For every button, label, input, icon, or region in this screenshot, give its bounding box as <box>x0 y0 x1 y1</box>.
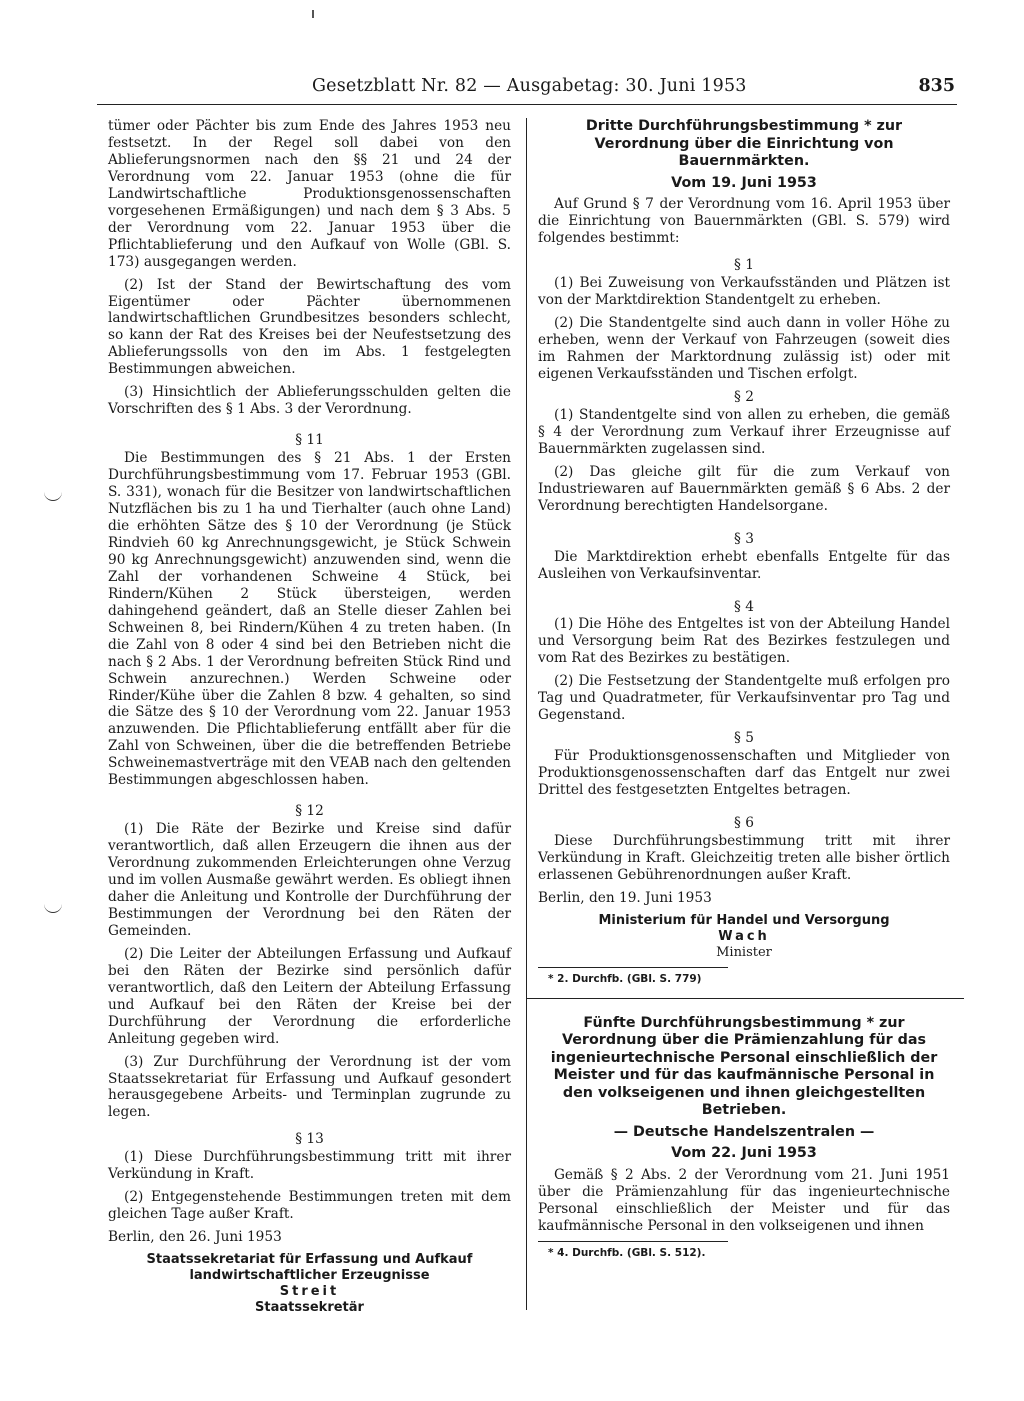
paragraph: (2) Die Leiter der Abteilungen Erfassung und Aufkauf bei den Räten der Bezirke sind persönlich dafür verantwortlich, daß den Leitern der Abteilung Erfassung und Aufkauf bei den Räten der Kreise bei der Durchführung der Verordnung die erforderliche Anleitung gegeben wird. <box>108 945 511 1047</box>
signature-name: Streit <box>279 1284 340 1300</box>
header-title: Gesetzblatt Nr. 82 — Ausgabetag: 30. Juni 1953 <box>312 76 747 96</box>
paragraph: (2) Die Festsetzung der Standentgelte muß erfolgen pro Tag und Quadratmeter, für Verkaufsinventar pro Tag und Gegenstand. <box>538 673 950 724</box>
regulation-date: Vom 19. Juni 1953 <box>671 174 817 191</box>
paragraph: Für Produktionsgenossenschaften und Mitglieder von Produktionsgenossenschaften darf das Entgelt nur zwei Drittel des festgesetzten Entgeltes betragen. <box>538 748 950 799</box>
paragraph: Diese Durchführungsbestimmung tritt mit ihrer Verkündung in Kraft. Gleichzeitig treten alle bisher örtlich erlassenen Gebührenordnungen außer Kraft. <box>538 832 950 883</box>
paragraph: (2) Entgegenstehende Bestimmungen treten mit dem gleichen Tage außer Kraft. <box>108 1189 511 1223</box>
paragraph: (1) Diese Durchführungsbestimmung tritt mit ihrer Verkündung in Kraft. <box>108 1149 511 1183</box>
regulation-subtitle: — Deutsche Handelszentralen — <box>613 1123 875 1140</box>
signature-block <box>108 1252 511 1316</box>
section-heading-4: § 4 <box>734 598 754 615</box>
section-heading-13: § 13 <box>295 1131 324 1148</box>
section-heading-12: § 12 <box>295 803 324 820</box>
margin-tick-mark <box>44 904 62 913</box>
section-heading-11: § 11 <box>295 432 324 449</box>
paragraph: Auf Grund § 7 der Verordnung vom 16. April 1953 über die Einrichtung von Bauernmärkten (GBl. S. 579) wird folgendes bestimmt: <box>538 196 950 247</box>
paragraph: (1) Die Höhe des Entgeltes ist von der Abteilung Handel und Versorgung beim Rat des Bezirkes festzulegen und vom Rat des Bezirkes zu bestätigen. <box>538 616 950 667</box>
regulation-date: Vom 22. Juni 1953 <box>671 1145 817 1162</box>
place-date: Berlin, den 19. Juni 1953 <box>538 889 712 906</box>
paragraph: Die Bestimmungen des § 21 Abs. 1 der Ersten Durchführungsbestimmung vom 17. Februar 1953 (GBl. S. 331), wonach für die Besitzer von landwirtschaftlichen Nutzflächen bis zu 1 ha und Tierhalter (auch ohne Land) die erhöhten Sätze des § 10 der Verordnung (je Stück Rindvieh 60 kg Anrechnungsgewicht, je Stück Schwein 90 kg Anrechnungsgewicht) anzuwenden sind, wenn die Zahl der vorhandenen Schweine 4 Stück, bei Rindern/Kühen 2 Stück übersteigen, werden dahingehend geändert, daß an Stelle dieser Zahlen bei Schweinen 8, bei Rindern/Kühen 4 zu treten haben. (In die Zahl von 8 oder 4 sind bei den Betrieben nicht die nach § 2 Abs. 1 der Verordnung befreiten Stück Rind und Schwein anzurechnen.) Werden Schweine oder Rinder/Kühe über die Zahlen 8 bzw. 4 gehalten, so sind die Sätze des § 10 der Verordnung vom 22. Januar 1953 anzuwenden. Die Pflichtablieferung entfällt aber für die Zahl von Schweinen, über die die betreffenden Betriebe Schweinemastverträge mit den VEAB nach den geltenden Bestimmungen abgeschlossen haben. <box>108 450 511 789</box>
signature-role: Staatssekretär <box>255 1300 364 1316</box>
section-heading-2: § 2 <box>734 388 754 405</box>
signature-organization: Staatssekretariat für Erfassung und Aufkauf landwirtschaftlicher Erzeugnisse <box>146 1252 473 1284</box>
regulation-title: Fünfte Durchführungsbestimmung * zur Verordnung über die Prämienzahlung für das ingenieurtechnische Personal einschließlich der Meister und für das kaufmännische Personal in den volkseigenen und ihnen gleichgestellten Betrieben. <box>550 1014 938 1119</box>
section-heading-5: § 5 <box>734 730 754 747</box>
paragraph: tümer oder Pächter bis zum Ende des Jahres 1953 neu festsetzt. In der Regel soll dabei von den Ablieferungsnormen nach den §§ 21 und 24 der Verordnung vom 22. Januar 1953 (ohne die für Landwirtschaftliche Produktionsgenossenschaften vorgesehenen Ermäßigungen) und nach dem § 3 Abs. 5 der Verordnung vom 22. Januar 1953 über die Pflichtablieferung und den Aufkauf von Wolle (GBl. S. 173) ausgegangen werden. <box>108 118 511 270</box>
block-separator-rule <box>526 998 964 999</box>
page-number: 835 <box>918 76 955 96</box>
signature-name: Wach <box>718 928 770 944</box>
paragraph: (2) Das gleiche gilt für die zum Verkauf von Industriewaren auf Bauernmärkten gemäß § 6 Abs. 2 der Verordnung berechtigten Handelsorgane. <box>538 463 950 514</box>
footnote-rule <box>538 1241 728 1242</box>
section-heading-3: § 3 <box>734 530 754 547</box>
section-heading-6: § 6 <box>734 815 754 831</box>
place-date: Berlin, den 26. Juni 1953 <box>108 1229 282 1246</box>
signature-block <box>538 913 950 961</box>
paragraph: (2) Ist der Stand der Bewirtschaftung des vom Eigentümer oder Pächter übernommenen landwirtschaftlichen Grundbesitzes besonders schlecht, so kann der Rat des Kreises bei der Neufestsetzung des Ablieferungssolls von den im Abs. 1 festgelegten Bestimmungen abweichen. <box>108 276 511 378</box>
paragraph: (2) Die Standentgelte sind auch dann in voller Höhe zu erheben, wenn der Verkauf von Fahrzeugen (soweit dies im Rahmen der Marktordnung zulässig ist) oder mit eigenen Verkaufsständen und Tischen erfolgt. <box>538 315 950 383</box>
footnote: * 4. Durchfb. (GBl. S. 512). <box>548 1246 706 1259</box>
header-rule <box>97 104 957 105</box>
paragraph: Die Marktdirektion erhebt ebenfalls Entgelte für das Ausleihen von Verkaufsinventar. <box>538 548 950 582</box>
paragraph: (3) Zur Durchführung der Verordnung ist der vom Staatssekretariat für Erfassung und Aufkauf gesondert herausgegebene Arbeits- und Terminplan zugrunde zu legen. <box>108 1053 511 1121</box>
footnote: * 2. Durchfb. (GBl. S. 779) <box>548 972 702 985</box>
paragraph: (1) Bei Zuweisung von Verkaufsständen und Plätzen ist von der Marktdirektion Standentgelt zu erheben. <box>538 275 950 309</box>
paragraph: (1) Standentgelte sind von allen zu erheben, die gemäß § 4 der Verordnung zum Verkauf ihrer Erzeugnisse auf Bauernmärkten zugelassen sind. <box>538 406 950 457</box>
footnote-rule <box>538 967 728 968</box>
paragraph: (3) Hinsichtlich der Ablieferungsschulden gelten die Vorschriften des § 1 Abs. 3 der Verordnung. <box>108 384 511 418</box>
page-header <box>97 76 957 102</box>
left-column <box>108 118 511 1316</box>
right-column <box>538 118 950 1262</box>
paragraph: (1) Die Räte der Bezirke und Kreise sind dafür verantwortlich, daß allen Erzeugern die ihnen aus der Verordnung zukommenden Erleichterungen ohne Verzug und im vollen Ausmaße gewährt werden. Es obliegt ihnen daher die Anleitung und Kontrolle der Durchführung der Bestimmungen der Verordnung bei den Räten der Gemeinden. <box>108 821 511 939</box>
scan-mark <box>312 10 314 18</box>
column-divider <box>526 118 527 1310</box>
paragraph: Gemäß § 2 Abs. 2 der Verordnung vom 21. Juni 1951 über die Prämienzahlung für das ingenieurtechnische Personal einschließlich der Meister und für das kaufmännische Personal in den volkseigenen und ihnen <box>538 1167 950 1235</box>
regulation-title: Dritte Durchführungsbestimmung * zur Verordnung über die Einrichtung von Bauernmärkten. <box>585 118 903 169</box>
section-heading-1: § 1 <box>734 257 754 274</box>
signature-organization: Ministerium für Handel und Versorgung <box>598 912 890 928</box>
signature-role: Minister <box>716 944 772 960</box>
margin-tick-mark <box>44 492 62 501</box>
